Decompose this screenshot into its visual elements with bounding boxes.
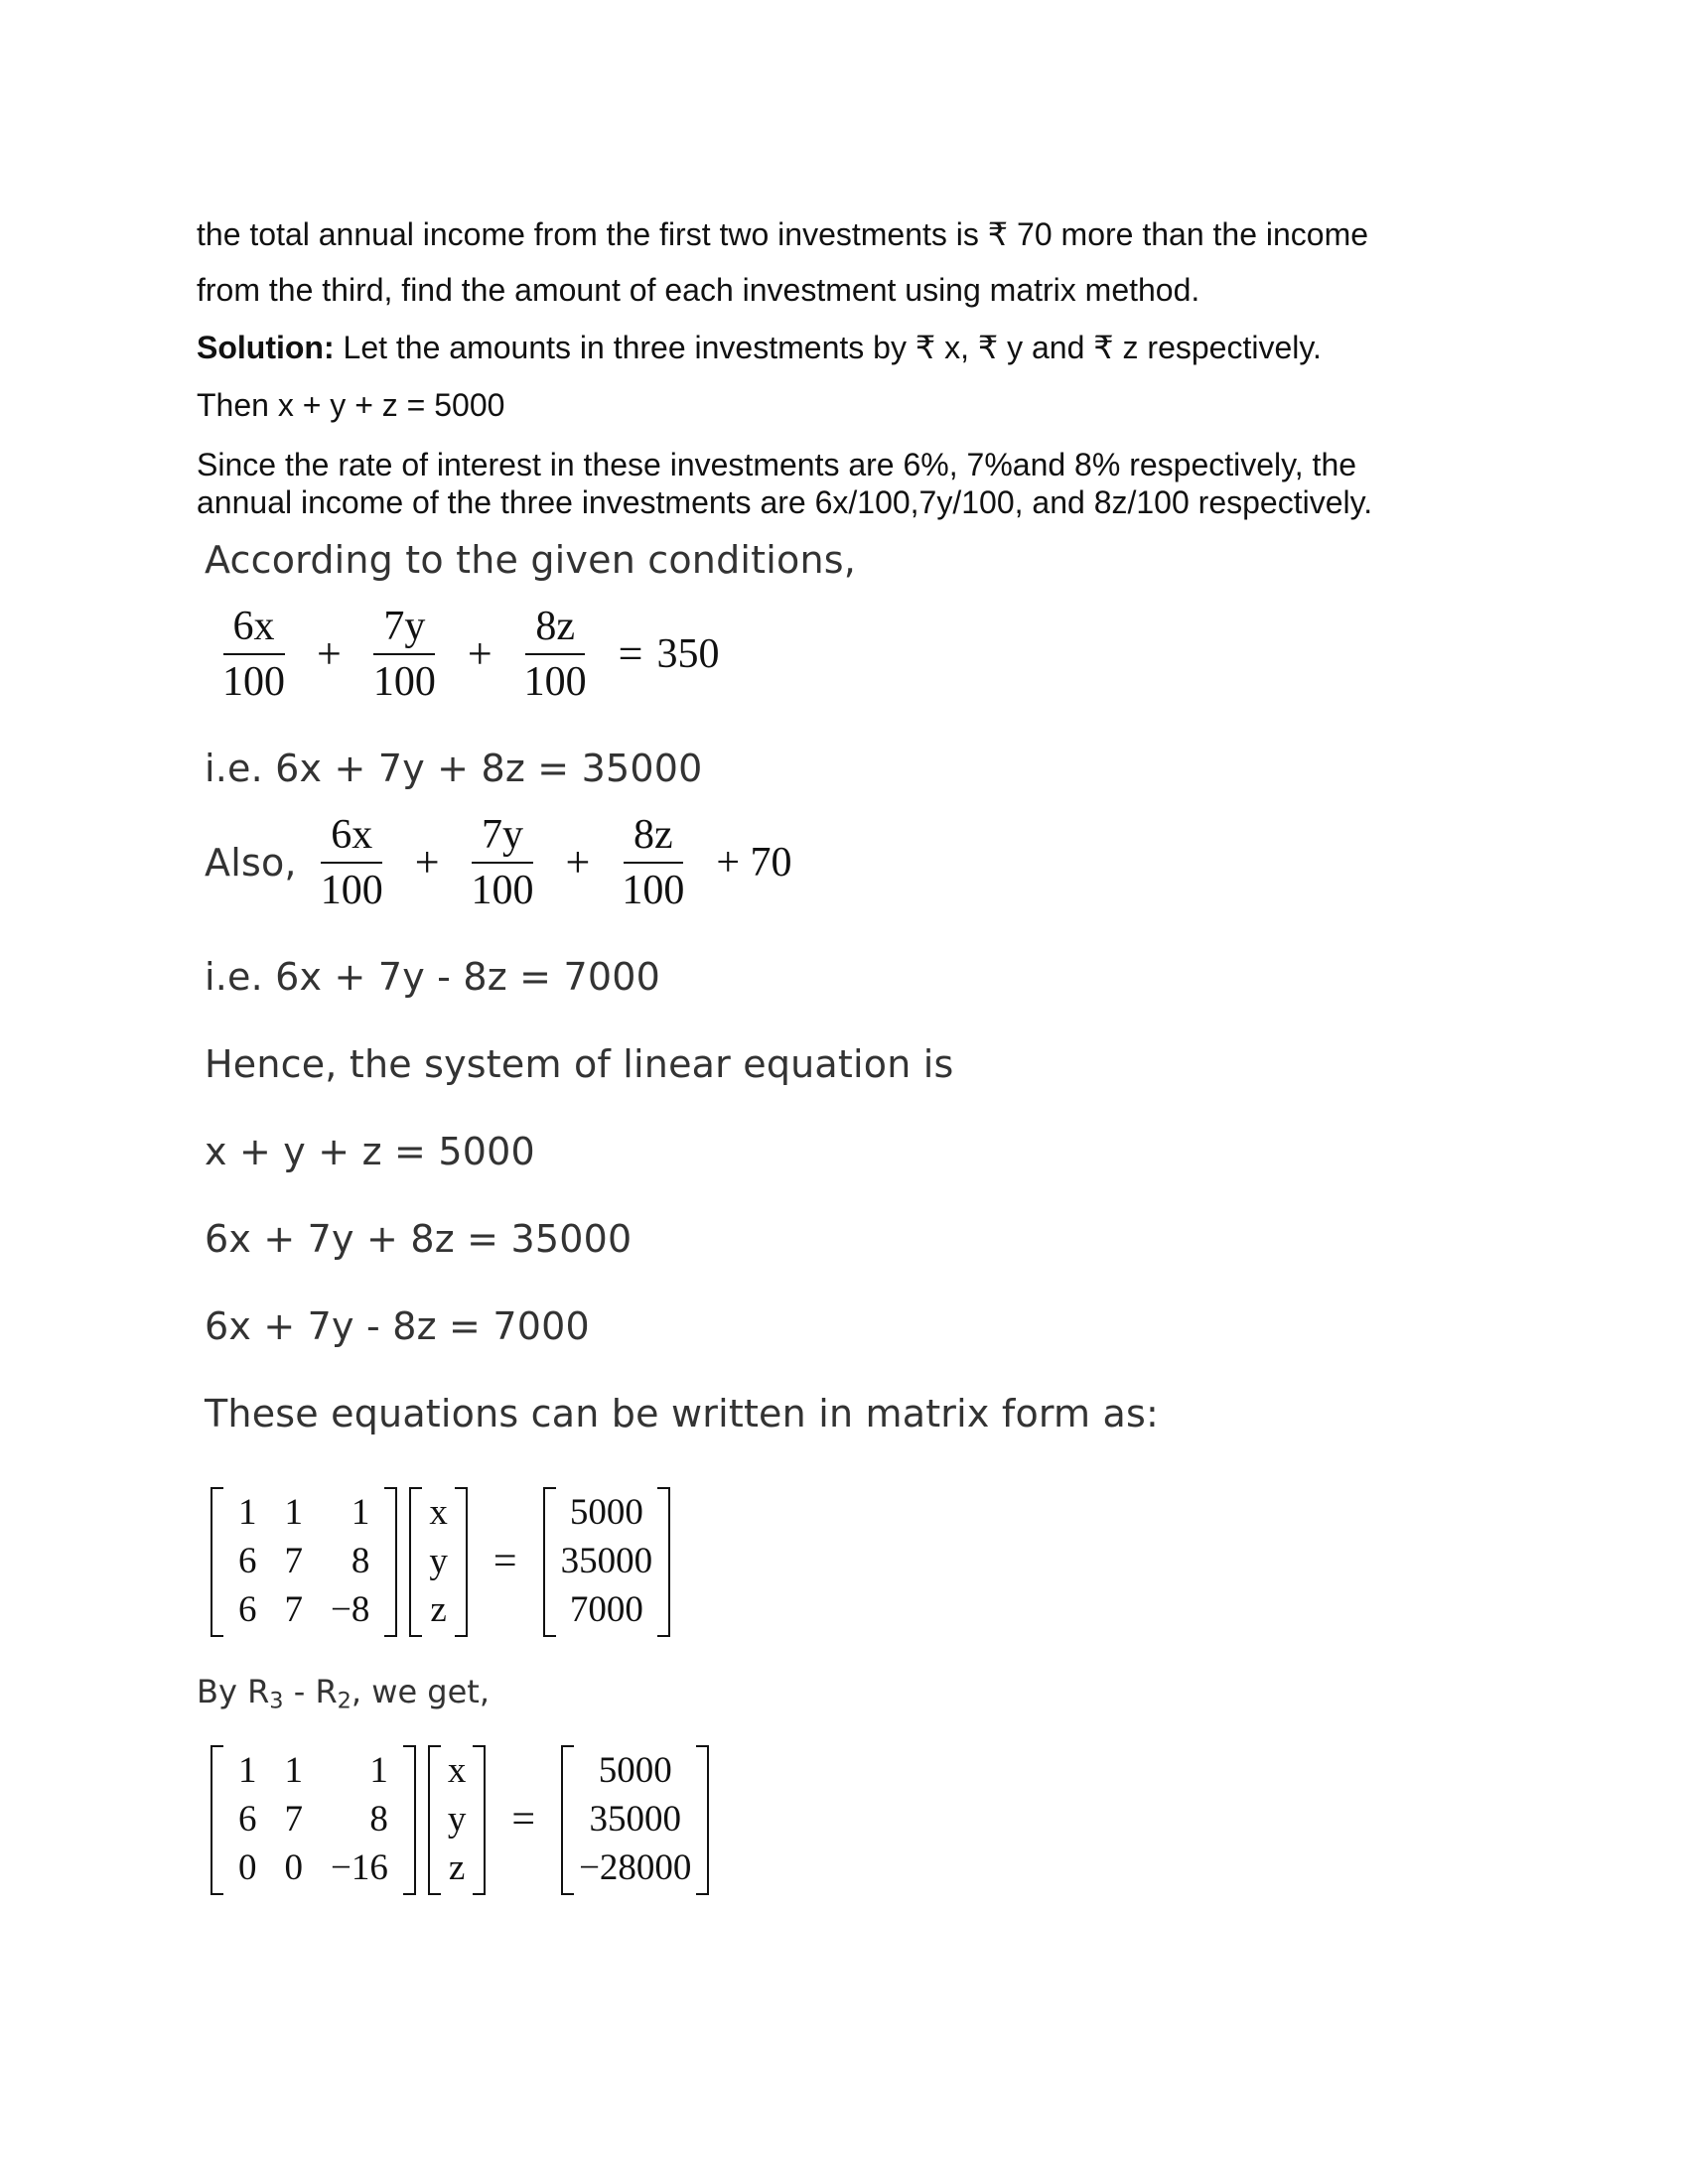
equals-sign: =	[618, 629, 643, 678]
equation-tail: + 70	[716, 840, 792, 886]
solution-line	[197, 332, 1322, 363]
fraction-numerator: 6x	[223, 606, 285, 655]
fraction-denominator: 100	[471, 868, 534, 913]
equation-fractions-2	[205, 814, 792, 911]
matrix-cell: 6	[238, 1588, 257, 1630]
matrix-form-heading: These equations can be written in matrix form as:	[205, 1392, 1160, 1435]
matrix-cell: 0	[238, 1846, 257, 1888]
intro-line-1: the total annual income from the first two investments is ₹ 70 more than the income	[197, 216, 1369, 252]
equation-rhs: 350	[656, 631, 720, 677]
ie-line-1: i.e. 6x + 7y + 8z = 35000	[205, 747, 703, 790]
matrix-cell: x	[429, 1492, 448, 1533]
matrix-cell: 7	[284, 1540, 303, 1581]
fraction-8z	[514, 606, 597, 703]
fraction-denominator: 100	[320, 868, 383, 913]
matrix-cell: 5000	[569, 1492, 643, 1533]
matrix-cell: 1	[284, 1750, 303, 1791]
plus-sign: +	[317, 629, 342, 678]
equals-sign: =	[492, 1539, 517, 1585]
matrix-cell: 1	[369, 1750, 388, 1791]
reduced-constant-vector	[561, 1747, 709, 1893]
matrix-cell: 35000	[560, 1540, 653, 1581]
matrix-cell: x	[447, 1750, 467, 1791]
matrix-cell: 7	[284, 1588, 303, 1630]
fraction-numerator: 8z	[525, 606, 585, 655]
plus-sign: +	[414, 838, 440, 887]
matrix-cell: z	[430, 1588, 447, 1630]
coefficient-matrix	[211, 1489, 397, 1635]
solution-text: Let the amounts in three investments by ₹ x, ₹ y and ₹ z respectively.	[334, 330, 1322, 365]
matrix-cell: 8	[351, 1540, 370, 1581]
system-heading: Hence, the system of linear equation is	[205, 1042, 954, 1086]
fraction-numerator: 8z	[624, 814, 683, 864]
fraction-denominator: 100	[372, 659, 436, 705]
fraction-6x	[311, 814, 393, 911]
fraction-6x	[212, 606, 295, 703]
also-label: Also,	[205, 841, 297, 885]
matrix-cell: 1	[284, 1492, 303, 1533]
matrix-cell: y	[429, 1540, 448, 1581]
matrix-cell: 7000	[569, 1588, 643, 1630]
fraction-numerator: 7y	[373, 606, 435, 655]
system-equation-3: 6x + 7y - 8z = 7000	[205, 1304, 590, 1348]
solution-label: Solution:	[197, 330, 335, 365]
matrix-equation-1	[205, 1489, 676, 1635]
fraction-7y	[462, 814, 544, 911]
reduced-coefficient-matrix	[211, 1747, 416, 1893]
matrix-cell: −8	[331, 1588, 370, 1630]
fraction-numerator: 6x	[321, 814, 382, 864]
matrix-cell: 1	[238, 1492, 257, 1533]
row-operation-line	[197, 1673, 491, 1714]
matrix-cell: −28000	[579, 1846, 692, 1888]
variable-vector	[428, 1747, 487, 1893]
since-line-2: annual income of the three investments are 6x/100,7y/100, and 8z/100 respectively.	[197, 484, 1373, 520]
text-span: - R	[283, 1673, 338, 1710]
text-span: 2	[337, 1688, 352, 1714]
matrix-cell: z	[448, 1846, 466, 1888]
text-span: , we get,	[351, 1673, 491, 1710]
matrix-cell: 5000	[598, 1750, 672, 1791]
text-span: By R	[197, 1673, 270, 1710]
plus-sign: +	[565, 838, 591, 887]
matrix-equation-2	[205, 1747, 715, 1893]
equals-sign: =	[511, 1797, 536, 1843]
matrix-cell: −16	[331, 1846, 388, 1888]
ie-line-2: i.e. 6x + 7y - 8z = 7000	[205, 955, 661, 999]
equation-fractions-1	[205, 606, 719, 703]
then-line: Then x + y + z = 5000	[197, 387, 505, 423]
intro-line-2: from the third, find the amount of each investment using matrix method.	[197, 272, 1200, 308]
matrix-cell: 1	[238, 1750, 257, 1791]
variable-vector	[409, 1489, 468, 1635]
fraction-denominator: 100	[523, 659, 587, 705]
matrix-cell: 0	[284, 1846, 303, 1888]
conditions-heading: According to the given conditions,	[205, 538, 857, 582]
fraction-8z	[612, 814, 694, 911]
fraction-denominator: 100	[622, 868, 685, 913]
system-equation-2: 6x + 7y + 8z = 35000	[205, 1217, 633, 1261]
matrix-cell: y	[447, 1798, 467, 1840]
matrix-cell: 8	[369, 1798, 388, 1840]
plus-sign: +	[467, 629, 492, 678]
fraction-7y	[363, 606, 446, 703]
constant-vector	[543, 1489, 671, 1635]
matrix-cell: 1	[351, 1492, 370, 1533]
text-span: 3	[269, 1688, 284, 1714]
matrix-cell: 6	[238, 1540, 257, 1581]
matrix-cell: 35000	[589, 1798, 681, 1840]
matrix-cell: 7	[284, 1798, 303, 1840]
since-line-1: Since the rate of interest in these investments are 6%, 7%and 8% respectively, the	[197, 447, 1357, 482]
matrix-cell: 6	[238, 1798, 257, 1840]
fraction-numerator: 7y	[472, 814, 533, 864]
system-equation-1: x + y + z = 5000	[205, 1130, 535, 1173]
fraction-denominator: 100	[222, 659, 285, 705]
